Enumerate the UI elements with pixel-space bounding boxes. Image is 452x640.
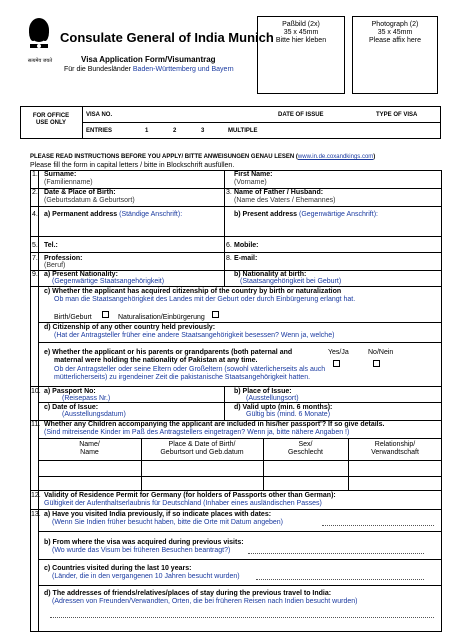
birth-checkbox[interactable] (102, 311, 109, 318)
photo-box-right: Photograph (2) 35 x 45mm Please affix here (352, 16, 438, 94)
present-address-label: b) Present address (Gegenwärtige Anschrift): (234, 211, 378, 218)
dob-label: Date & Place of Birth: (44, 189, 116, 196)
form-subtitle: Visa Application Form/Visumantrag (81, 55, 216, 64)
emblem-icon (22, 14, 56, 58)
email-label: E-mail: (234, 255, 258, 262)
visa-no-label: VISA NO. (86, 112, 113, 118)
nationality-at-birth-label: b) Nationality at birth: (234, 271, 307, 278)
residence-permit-label: Validity of Residence Permit for Germany (for holders of Passports other than German): (44, 492, 336, 499)
type-of-visa-label: TYPE OF VISA (376, 112, 418, 118)
children-table-name-header: Name/ Name (79, 441, 100, 456)
children-table-relationship-header: Relationship/ Verwandtschaft (371, 441, 419, 456)
visited-india-label: a) Have you visited India previously, if so indicate places with dates: (44, 511, 272, 518)
tel-label: Tel.: (44, 242, 58, 249)
children-table-place-date-header: Place & Date of Birth/ Geburtsort und Geb.datum (160, 441, 244, 456)
naturalisation-checkbox[interactable] (212, 311, 219, 318)
previous-citizenship-label: d) Citizenship of any other country held previously: (44, 324, 216, 331)
surname-label: Surname: (44, 171, 77, 178)
profession-label: Profession: (44, 255, 83, 262)
national-emblem (22, 14, 56, 58)
entries-label: ENTRIES (86, 128, 113, 134)
office-use-label: FOR OFFICE USE ONLY (32, 113, 70, 126)
present-nationality-label: a) Present Nationality: (44, 271, 118, 278)
entries-multiple: MULTIPLE (228, 128, 258, 134)
naturalisation-option-label: Naturalisation/Einbürgerung (118, 314, 205, 321)
emblem-caption: सत्यमेव जयते (27, 58, 53, 64)
entries-2: 2 (173, 128, 177, 134)
place-of-issue-label: b) Place of Issue: (234, 388, 292, 395)
instructions-line: PLEASE READ INSTRUCTIONS BEFORE YOU APPLY/ BITTE ANWEISUNGEN GENAU LESEN (www.in.de.coxandkings.com) (30, 154, 376, 160)
page-title: Consulate General of India Munich (60, 30, 274, 45)
entries-1: 1 (145, 128, 149, 134)
no-label: No/Nein (368, 349, 394, 356)
citizenship-acquired-label: c) Whether the applicant has acquired citizenship of the country by birth or naturalization (44, 288, 342, 295)
birth-option-label: Birth/Geburt (54, 314, 92, 321)
capital-letters-note: Please fill the form in capital letters / bitte in Blockschrift ausfüllen. (30, 162, 235, 169)
no-checkbox[interactable] (373, 360, 380, 367)
states-line: Für die Bundesländer Baden-Württemberg und Bayern (64, 66, 234, 73)
children-table-sex-header: Sex/ Geschlecht (287, 441, 324, 456)
date-of-issue-label: DATE OF ISSUE (278, 112, 324, 118)
passport-date-of-issue-label: c) Date of Issue: (44, 404, 99, 411)
permanent-address-label: a) Permanent address (Ständige Anschrift): (44, 211, 183, 218)
first-name-label: First Name: (234, 171, 273, 178)
photo-box-left: Paßbild (2x) 35 x 45mm Bitte hier kleben (257, 16, 345, 94)
yes-checkbox[interactable] (333, 360, 340, 367)
countries-visited-label: c) Countries visited during the last 10 years: (44, 565, 192, 572)
pakistan-nationality-label: e) Whether the applicant or his parents or grandparents (both paternal and (44, 349, 293, 356)
previous-visa-origin-label: b) From where the visa was acquired during previous visits: (44, 539, 244, 546)
mobile-label: Mobile: (234, 242, 259, 249)
children-question-label: Whether any Children accompanying the applicant are included in his/her passport'? If so give details. (44, 421, 385, 428)
previous-addresses-label: d) The addresses of friends/relatives/places of stay during the previous travel to India: (44, 590, 332, 597)
entries-3: 3 (201, 128, 205, 134)
instructions-link[interactable]: www.in.de.coxandkings.com (297, 154, 374, 160)
yes-label: Yes/Ja (328, 349, 349, 356)
passport-no-label: a) Passport No: (44, 388, 96, 395)
valid-upto-label: d) Valid upto (min. 6 months): (234, 404, 333, 411)
father-name-label: Name of Father / Husband: (234, 189, 324, 196)
